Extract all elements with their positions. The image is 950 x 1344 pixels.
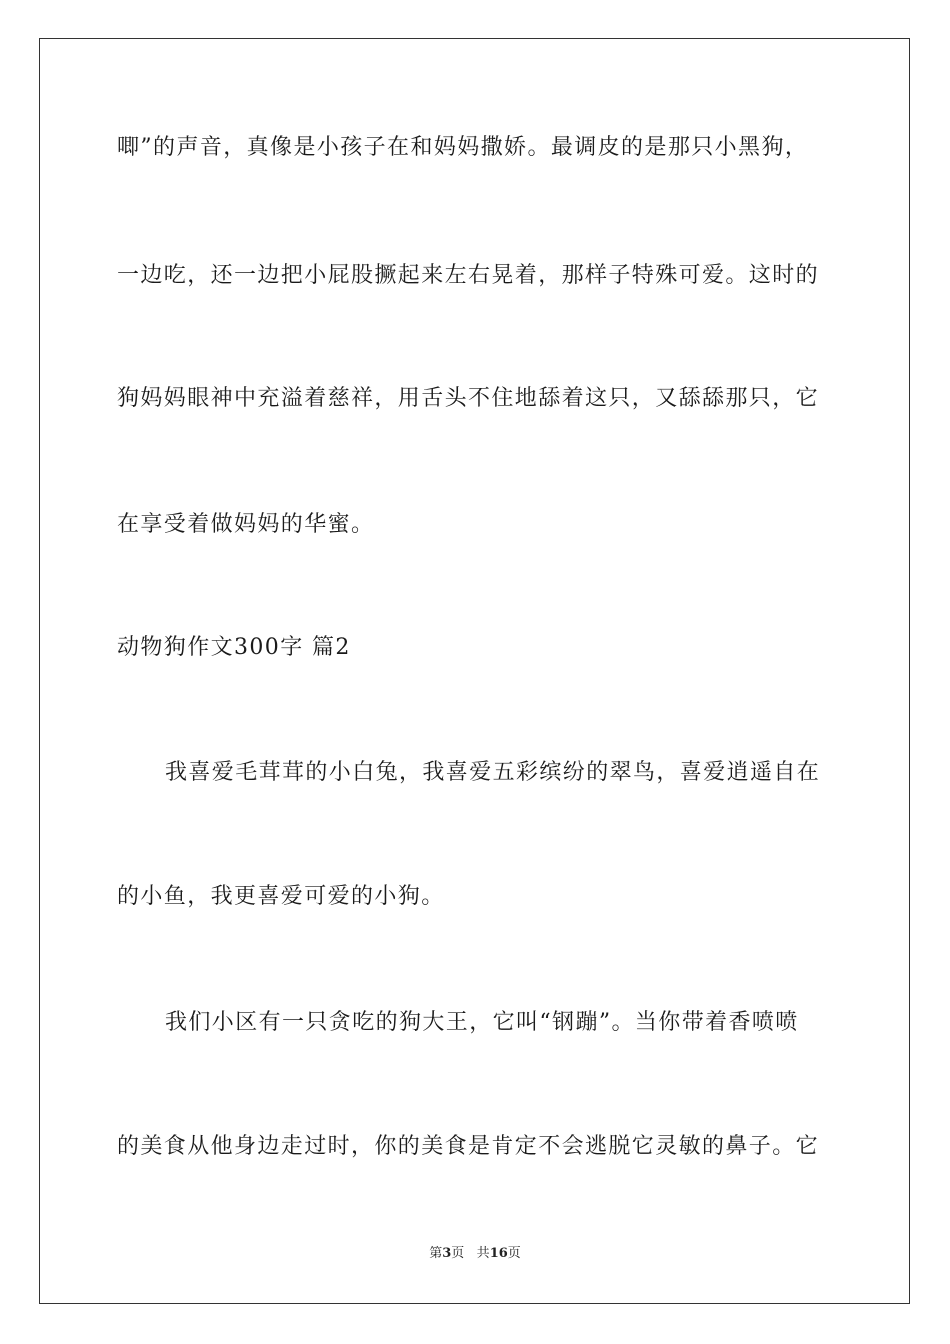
page-footer (0, 1245, 950, 1263)
paragraph-line: 在享受着做妈妈的华蜜。 (117, 512, 375, 537)
page-prefix: 第 (429, 1246, 443, 1261)
paragraph-line: 我喜爱毛茸茸的小白兔，我喜爱五彩缤纷的翠鸟，喜爱逍遥自在 (165, 760, 821, 785)
paragraph-line: 我们小区有一只贪吃的狗大王，它叫“钢蹦”。当你带着香喷喷 (165, 1010, 799, 1035)
total-prefix: 共 (476, 1246, 490, 1261)
page-suffix: 页 (451, 1246, 465, 1261)
page-border (39, 38, 910, 1304)
paragraph-line: 的美食从他身边走过时，你的美食是肯定不会逃脱它灵敏的鼻子。它 (117, 1134, 820, 1159)
paragraph-line: 的小鱼，我更喜爱可爱的小狗。 (117, 884, 445, 909)
paragraph-line: 狗妈妈眼神中充溢着慈祥，用舌头不住地舔着这只，又舔舔那只，它 (117, 386, 820, 411)
total-pages: 16 (489, 1246, 508, 1261)
paragraph-line: 唧”的声音，真像是小孩子在和妈妈撒娇。最调皮的是那只小黑狗， (117, 135, 809, 160)
section-heading: 动物狗作文300字 篇2 (117, 635, 351, 660)
paragraph-line: 一边吃，还一边把小屁股撅起来左右晃着，那样子特殊可爱。这时的 (117, 263, 820, 288)
page-number: 3 (442, 1246, 452, 1261)
total-suffix: 页 (507, 1246, 521, 1261)
